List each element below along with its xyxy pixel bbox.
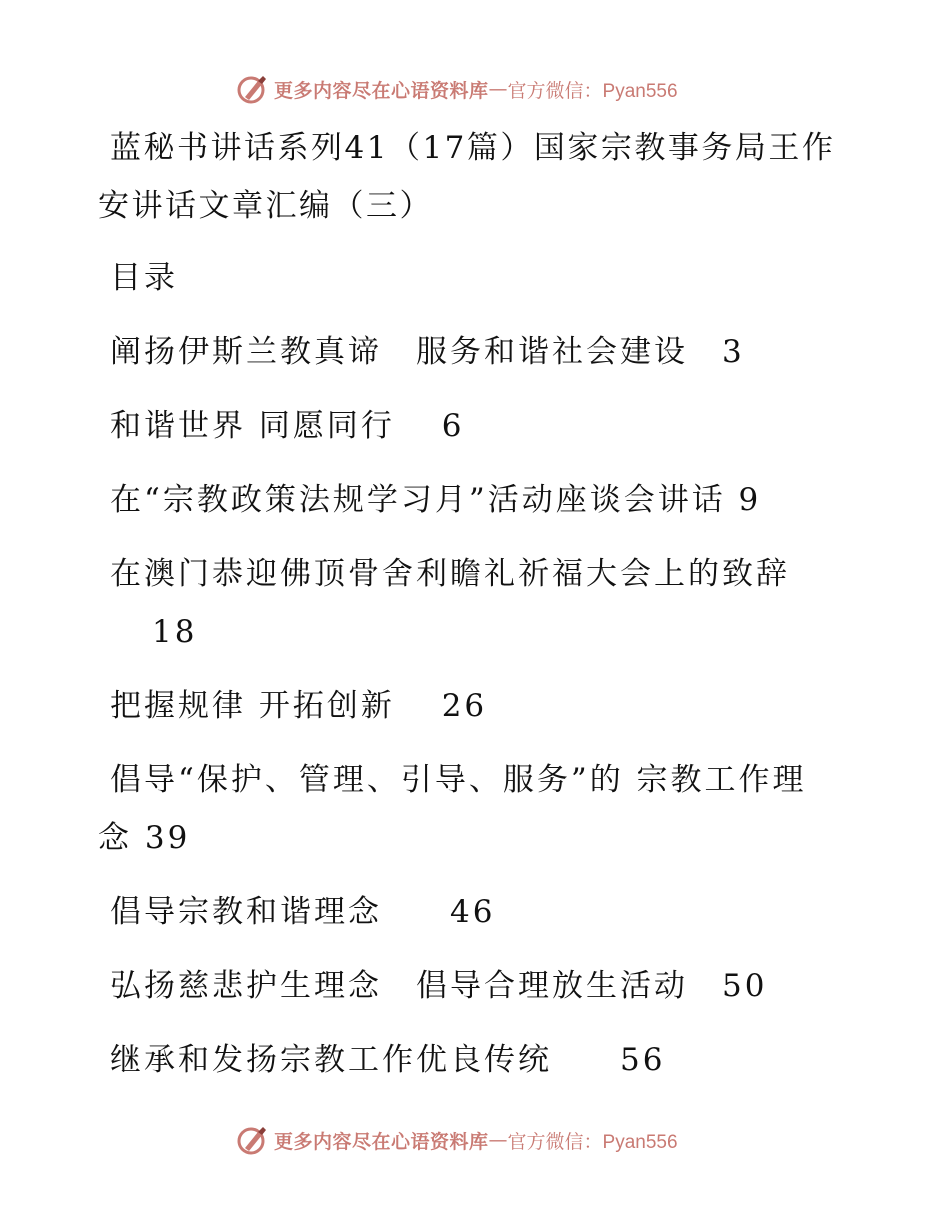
toc-entry: 阐扬伊斯兰教真谛 服务和谐社会建设 3 [110, 334, 745, 370]
pen-logo-icon [236, 73, 268, 105]
pen-logo-icon [236, 1124, 268, 1156]
toc-heading: 目录 [110, 260, 178, 296]
watermark-contact: 官方微信：Pyan556 [507, 80, 678, 102]
toc-entry: 倡导宗教和谐理念 46 [110, 894, 496, 930]
toc-entry: 把握规律 开拓创新 26 [110, 688, 488, 724]
watermark-slogan: 更多内容尽在心语资料库 [274, 1130, 489, 1153]
toc-entry: 继承和发扬宗教工作优良传统 56 [110, 1042, 666, 1078]
watermark-dash: — [488, 78, 508, 100]
toc-entry: 在“宗教政策法规学习月”活动座谈会讲话 9 [110, 482, 762, 518]
toc-entry-page: 18 [152, 614, 198, 650]
watermark-banner-top [236, 72, 678, 106]
document-title-line-2: 安讲话文章汇编（三） [98, 188, 433, 224]
watermark-banner-bottom [236, 1123, 678, 1157]
watermark-slogan: 更多内容尽在心语资料库 [274, 79, 489, 102]
toc-entry: 弘扬慈悲护生理念 倡导合理放生活动 50 [110, 968, 768, 1004]
toc-entry: 和谐世界 同愿同行 6 [110, 408, 465, 444]
toc-entry: 在澳门恭迎佛顶骨舍利瞻礼祈福大会上的致辞 [110, 556, 790, 592]
toc-entry: 倡导“保护、管理、引导、服务”的 宗教工作理 [110, 762, 807, 798]
watermark-dash: — [488, 1129, 508, 1151]
watermark-contact: 官方微信：Pyan556 [507, 1131, 678, 1153]
toc-entry-continuation: 念 39 [98, 820, 191, 856]
document-title-line-1: 蓝秘书讲话系列41（17篇）国家宗教事务局王作 [110, 130, 836, 166]
